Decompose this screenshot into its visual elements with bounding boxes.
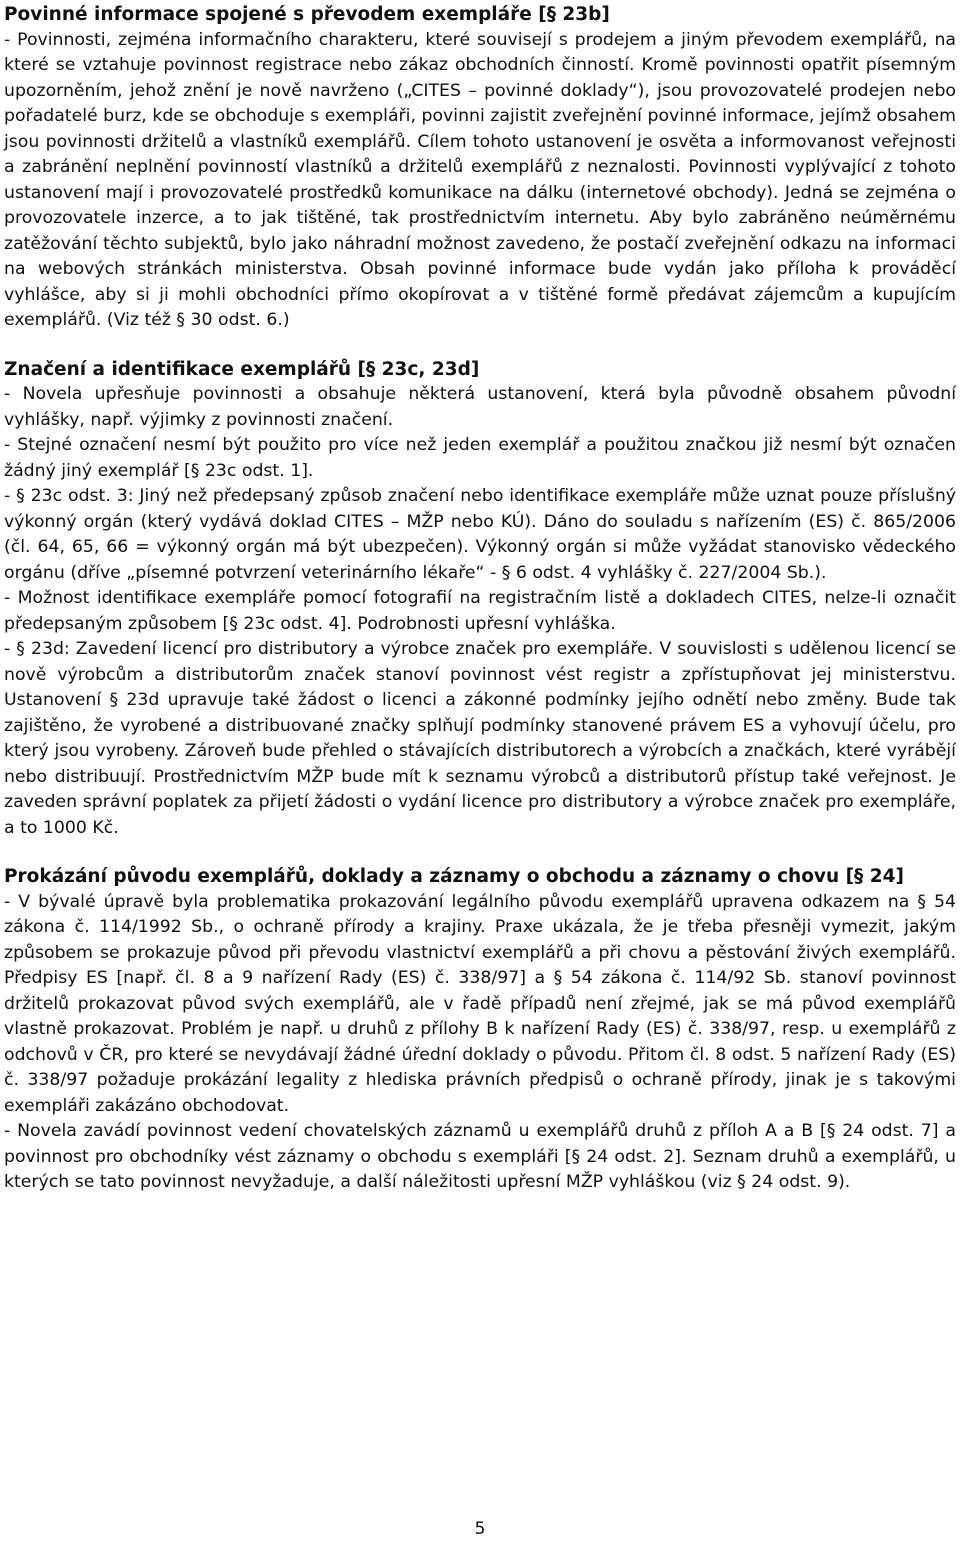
- section-heading: Prokázání původu exemplářů, doklady a záznamy o obchodu a záznamy o chovu [§ 24]: [4, 866, 904, 887]
- section-heading: Povinné informace spojené s převodem exempláře [§ 23b]: [4, 4, 610, 25]
- page-number: 5: [474, 1519, 486, 1539]
- paragraph: - § 23d: Zavedení licencí pro distributory a výrobce značek pro exempláře. V souvislosti s udělenou licencí se nově výrobcům a distributorům značek stanoví povinnost vést registr a zpřístupňovat jej ministerstvu. Ustanovení § 23d upravuje také žádost o licenci a zákonné podmínky jejího odnětí nebo změny. Bude tak zajištěno, že vyrobené a distribuované značky splňují podmínky stanovené právem ES a vyhovují účelu, pro který jsou vyrobeny. Zároveň bude přehled o stávajících distributorech a výrobcích a značkách, které vyrábějí nebo distribuují. Prostřednictvím MŽP bude mít k seznamu výrobců a distributorů přístup také veřejnost. Je zaveden správní poplatek za přijetí žádosti o vydání licence pro distributory a výrobce značek pro exempláře, a to 1000 Kč.: [4, 639, 956, 838]
- paragraph: - Možnost identifikace exempláře pomocí fotografií na registračním listě a dokladech CITES, nelze-li označit předepsaným způsobem [§ 23c odst. 4]. Podrobnosti upřesní vyhláška.: [4, 588, 956, 634]
- paragraph: - Stejné označení nesmí být použito pro více než jeden exemplář a použitou značkou již nesmí být označen žádný jiný exemplář [§ 23c odst. 1].: [4, 435, 956, 481]
- paragraph: - V bývalé úpravě byla problematika prokazování legálního původu exemplářů upravena odkazem na § 54 zákona č. 114/1992 Sb., o ochraně přírody a krajiny. Praxe ukázala, že je třeba přesněji vymezit, jakým způsobem se prokazuje původ při převodu vlastnictví exemplářů a při chovu a pěstování živých exemplářů. Předpisy ES [např. čl. 8 a 9 nařízení Rady (ES) č. 338/97] a § 54 zákona č. 114/92 Sb. stanoví povinnost držitelů prokazovat původ svých exemplářů, ale v řadě případů není zřejmé, jak se má původ exemplářů vlastně prokazovat. Problém je např. u druhů z přílohy B k nařízení Rady (ES) č. 338/97, resp. u exemplářů z odchovů v ČR, pro které se nevydávají žádné úřední doklady o původu. Přitom čl. 8 odst. 5 nařízení Rady (ES) č. 338/97 požaduje prokázání legality z hlediska právních předpisů o ochraně přírody, jinak je s takovými exempláři zakázáno obchodovat.: [4, 891, 956, 1116]
- paragraph: - Povinnosti, zejména informačního charakteru, které souvisejí s prodejem a jiným převodem exemplářů, na které se vztahuje povinnost registrace nebo zákaz obchodních činností. Kromě povinnosti opatřit písemným upozorněním, jehož znění je nově navrženo („CITES – povinné doklady“), jsou provozovatelé prodejen nebo pořadatelé burz, kde se obchoduje s exempláři, povinni zajistit zveřejnění povinné informace, jejímž obsahem jsou povinnosti držitelů a vlastníků exemplářů. Cílem tohoto ustanovení je osvěta a informovanost veřejnosti a zabránění neplnění povinností vlastníků a držitelů exemplářů z neznalosti. Povinnosti vyplývající z tohoto ustanovení mají i provozovatelé prostředků komunikace na dálku (internetové obchody). Jedná se zejména o provozovatele inzerce, a to jak tištěné, tak prostřednictvím internetu. Aby bylo zabráněno neúměrnému zatěžování těchto subjektů, bylo jako náhradní možnost zavedeno, že postačí zveřejnění odkazu na informaci na webových stránkách ministerstva. Obsah povinné informace bude vydán jako příloha k prováděcí vyhlášce, aby si ji mohli obchodníci přímo okopírovat a v tištěné formě předávat zájemcům a kupujícím exemplářů. (Viz též § 30 odst. 6.): [4, 29, 956, 330]
- paragraph: - Novela zavádí povinnost vedení chovatelských záznamů u exemplářů druhů z příloh A a B [§ 24 odst. 7] a povinnost pro obchodníky vést záznamy o obchodu s exempláři [§ 24 odst. 2]. Seznam druhů a exemplářů, u kterých se tato povinnost nevyžaduje, a další náležitosti upřesní MŽP vyhláškou (viz § 24 odst. 9).: [4, 1121, 956, 1192]
- section-prokazani-puvodu: [4, 864, 956, 1196]
- paragraph: - § 23c odst. 3: Jiný než předepsaný způsob značení nebo identifikace exempláře může uznat pouze příslušný výkonný orgán (který vydává doklad CITES – MŽP nebo KÚ). Dáno do souladu s nařízením (ES) č. 865/2006 (čl. 64, 65, 66 = výkonný orgán má být ubezpečen). Výkonný orgán si může vyžádat stanovisko vědeckého orgánu (dříve „písemné potvrzení veterinárního lékaře“ - § 6 odst. 4 vyhlášky č. 227/2004 Sb.).: [4, 486, 956, 583]
- section-povinne-informace: [4, 2, 956, 334]
- paragraph: - Novela upřesňuje povinnosti a obsahuje některá ustanovení, která byla původně obsahem původní vyhlášky, např. výjimky z povinnosti značení.: [4, 384, 956, 430]
- document-page: [4, 2, 956, 1219]
- section-heading: Značení a identifikace exemplářů [§ 23c, 23d]: [4, 358, 480, 380]
- section-znaceni-a-identifikace: [4, 357, 956, 842]
